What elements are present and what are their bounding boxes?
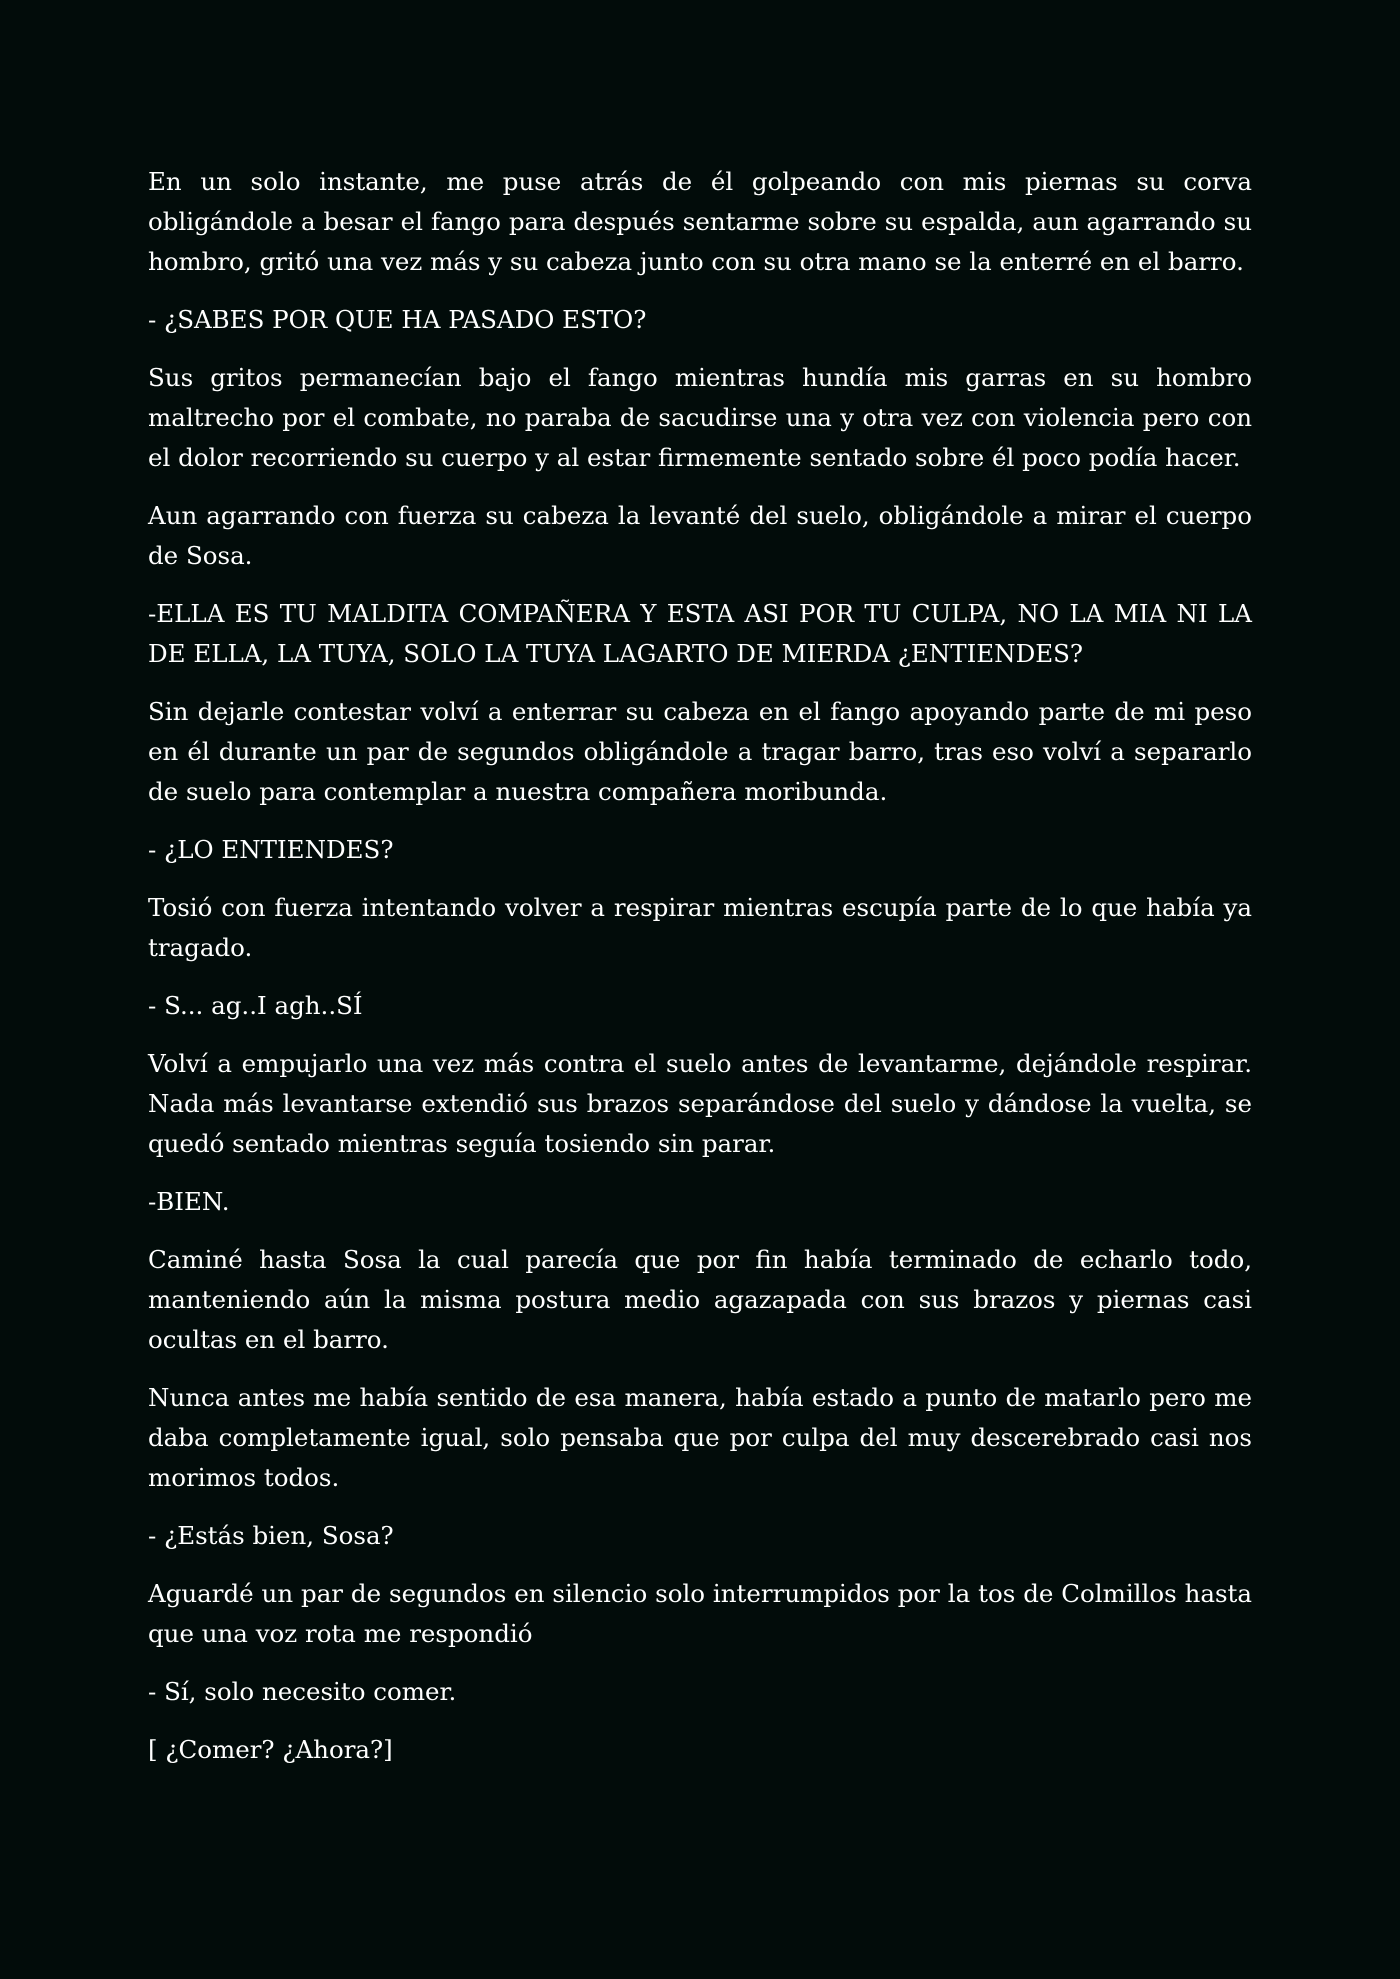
paragraph: Sin dejarle contestar volví a enterrar su cabeza en el fango apoyando parte de mi peso en él durante un par de segundos obligándole a tragar barro, tras eso volví a separarlo de suelo para contemplar a nuestra compañera moribunda. — [148, 697, 1252, 806]
paragraph: Caminé hasta Sosa la cual parecía que por fin había terminado de echarlo todo, manteniendo aún la misma postura medio agazapada con sus brazos y piernas casi ocultas en el barro. — [148, 1245, 1252, 1354]
paragraph: Volví a empujarlo una vez más contra el suelo antes de levantarme, dejándole respirar. Nada más levantarse extendió sus brazos separándose del suelo y dándose la vuelta, se quedó sentado mientras seguía tosiendo sin parar. — [148, 1049, 1252, 1158]
paragraph: Tosió con fuerza intentando volver a respirar mientras escupía parte de lo que había ya tragado. — [148, 893, 1252, 962]
paragraph: Sus gritos permanecían bajo el fango mientras hundía mis garras en su hombro maltrecho por el combate, no paraba de sacudirse una y otra vez con violencia pero con el dolor recorriendo su cuerpo y al estar firmemente sentado sobre él poco podía hacer. — [148, 363, 1252, 472]
dialogue-line: - ¿SABES POR QUE HA PASADO ESTO? — [148, 305, 647, 334]
document-body — [148, 162, 1252, 1770]
dialogue-line: - S... ag..I agh..SÍ — [148, 991, 363, 1020]
dialogue-line: - Sí, solo necesito comer. — [148, 1677, 457, 1706]
dialogue-line: -ELLA ES TU MALDITA COMPAÑERA Y ESTA ASI POR TU CULPA, NO LA MIA NI LA DE ELLA, LA TUYA, SOLO LA TUYA LAGARTO DE MIERDA ¿ENTIENDES? — [148, 599, 1252, 668]
paragraph: En un solo instante, me puse atrás de él golpeando con mis piernas su corva obligándole a besar el fango para después sentarme sobre su espalda, aun agarrando su hombro, gritó una vez más y su cabeza junto con su otra mano se la enterré en el barro. — [148, 167, 1252, 276]
paragraph: Aun agarrando con fuerza su cabeza la levanté del suelo, obligándole a mirar el cuerpo de Sosa. — [148, 501, 1252, 570]
paragraph: Nunca antes me había sentido de esa manera, había estado a punto de matarlo pero me daba completamente igual, solo pensaba que por culpa del muy descerebrado casi nos morimos todos. — [148, 1383, 1252, 1492]
dialogue-line: -BIEN. — [148, 1187, 230, 1216]
thought-line: [ ¿Comer? ¿Ahora?] — [148, 1735, 393, 1764]
paragraph: Aguardé un par de segundos en silencio solo interrumpidos por la tos de Colmillos hasta que una voz rota me respondió — [148, 1579, 1252, 1648]
dialogue-line: - ¿Estás bien, Sosa? — [148, 1521, 394, 1550]
dialogue-line: - ¿LO ENTIENDES? — [148, 835, 394, 864]
